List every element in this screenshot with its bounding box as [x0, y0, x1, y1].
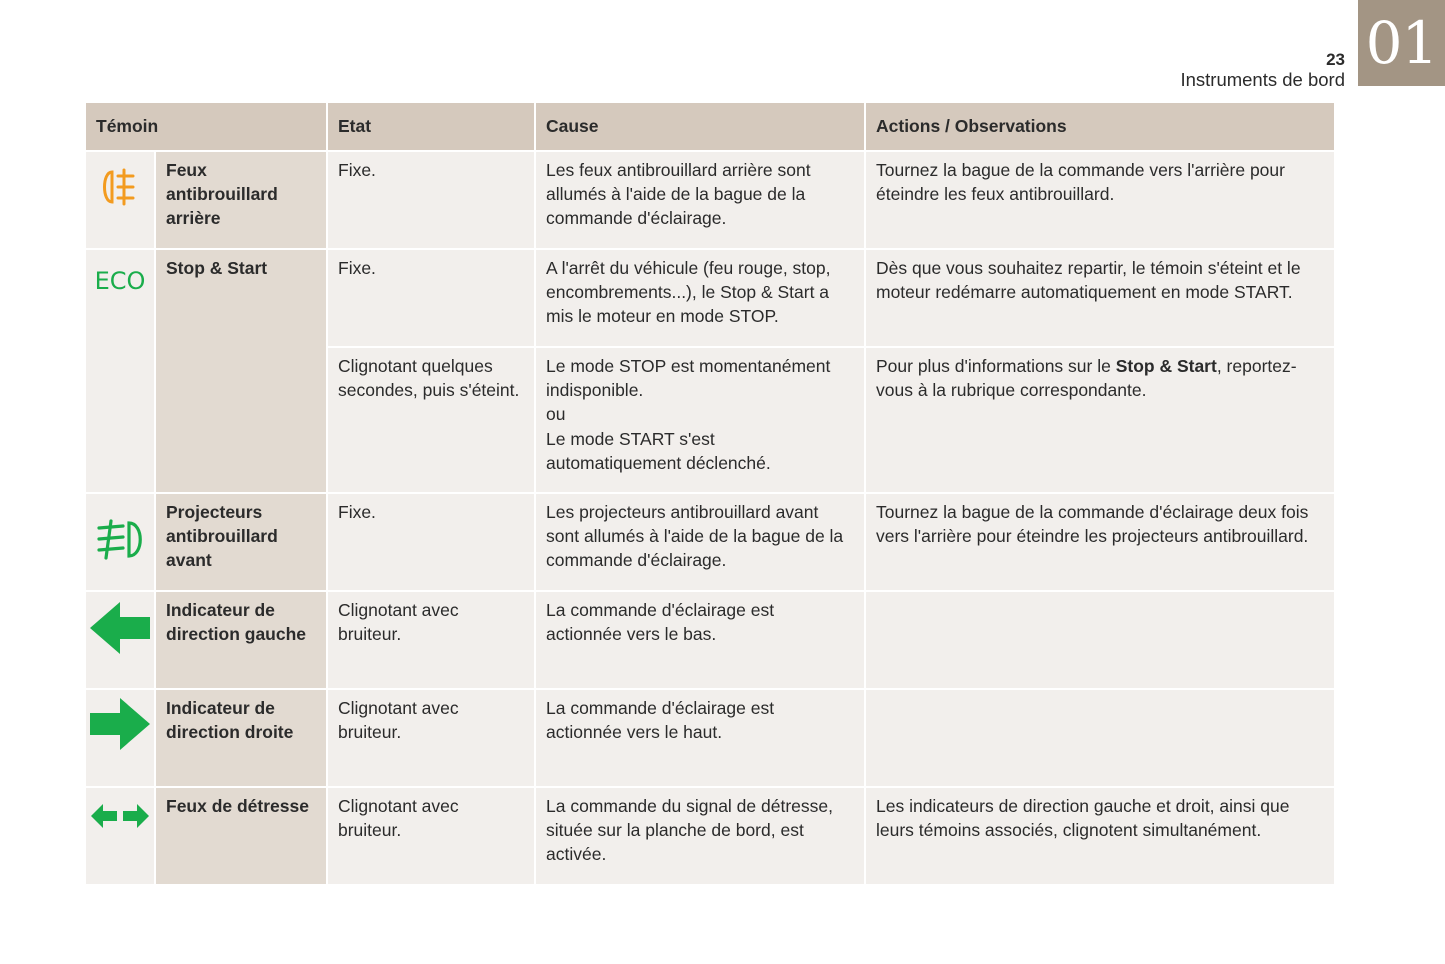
icon-cell	[86, 250, 154, 492]
action-cell	[866, 348, 1334, 492]
front-fog-light-icon	[93, 518, 147, 562]
etat-cell: Clignotant avec bruiteur.	[328, 690, 534, 786]
cause-line: ou	[546, 404, 566, 425]
arrow-left-icon	[88, 600, 152, 656]
indicator-name: Feux antibrouillard arrière	[156, 152, 326, 248]
action-text: , reportez-vous à la rubrique correspondante.	[876, 356, 1297, 401]
action-cell	[866, 592, 1334, 688]
eco-icon-text: ECO	[94, 267, 146, 295]
etat-cell: Fixe.	[328, 152, 534, 248]
rear-fog-light-icon	[97, 168, 143, 208]
indicator-name: Feux de détresse	[156, 788, 326, 884]
indicator-name: Indicateur de direction gauche	[156, 592, 326, 688]
section-title: Instruments de bord	[1180, 69, 1345, 90]
action-text: Pour plus d'informations sur le	[876, 356, 1116, 376]
icon-cell	[86, 690, 154, 786]
page-number: 23	[1326, 50, 1345, 69]
action-cell: Tournez la bague de la commande d'éclairage deux fois vers l'arrière pour éteindre les projecteurs antibrouillard.	[866, 494, 1334, 590]
action-cell	[866, 690, 1334, 786]
etat-cell: Clignotant avec bruiteur.	[328, 592, 534, 688]
header-actions: Actions / Observations	[866, 103, 1334, 150]
indicator-name: Projecteurs antibrouillard avant	[156, 494, 326, 590]
action-cell: Les indicateurs de direction gauche et droit, ainsi que leurs témoins associés, clignotent simultanément.	[866, 788, 1334, 884]
header-etat: Etat	[328, 103, 534, 150]
cause-cell: La commande d'éclairage est actionnée vers le bas.	[536, 592, 864, 688]
icon-cell	[86, 494, 154, 590]
cause-cell: La commande du signal de détresse, située sur la planche de bord, est activée.	[536, 788, 864, 884]
cause-cell	[536, 348, 864, 492]
arrow-right-icon	[88, 696, 152, 752]
header-cause: Cause	[536, 103, 864, 150]
icon-cell	[86, 788, 154, 884]
header-temoin: Témoin	[86, 103, 326, 150]
action-cell: Tournez la bague de la commande vers l'arrière pour éteindre les feux antibrouillard.	[866, 152, 1334, 248]
icon-cell	[86, 152, 154, 248]
action-bold-text: Stop & Start	[1115, 356, 1217, 376]
icon-cell	[86, 592, 154, 688]
cause-cell: A l'arrêt du véhicule (feu rouge, stop, encombrements...), le Stop & Start a mis le moteur en mode STOP.	[536, 250, 864, 346]
cause-line: Le mode STOP est momentanément indisponible.	[546, 356, 831, 401]
chapter-tab: 01	[1358, 0, 1445, 86]
indicator-table	[86, 103, 1332, 873]
indicator-name: Indicateur de direction droite	[156, 690, 326, 786]
action-cell: Dès que vous souhaitez repartir, le témoin s'éteint et le moteur redémarre automatiquement en mode START.	[866, 250, 1334, 346]
hazard-arrows-icon	[89, 802, 151, 830]
etat-cell: Clignotant avec bruiteur.	[328, 788, 534, 884]
cause-cell: Les projecteurs antibrouillard avant sont allumés à l'aide de la bague de la commande d'éclairage.	[536, 494, 864, 590]
cause-cell: Les feux antibrouillard arrière sont allumés à l'aide de la bague de la commande d'éclairage.	[536, 152, 864, 248]
indicator-name: Stop & Start	[156, 250, 326, 492]
cause-line: Le mode START s'est automatiquement déclenché.	[546, 428, 771, 473]
etat-cell: Clignotant quelques secondes, puis s'éteint.	[328, 348, 534, 492]
etat-cell: Fixe.	[328, 494, 534, 590]
eco-icon	[92, 266, 148, 296]
etat-cell: Fixe.	[328, 250, 534, 346]
cause-cell: La commande d'éclairage est actionnée vers le haut.	[536, 690, 864, 786]
